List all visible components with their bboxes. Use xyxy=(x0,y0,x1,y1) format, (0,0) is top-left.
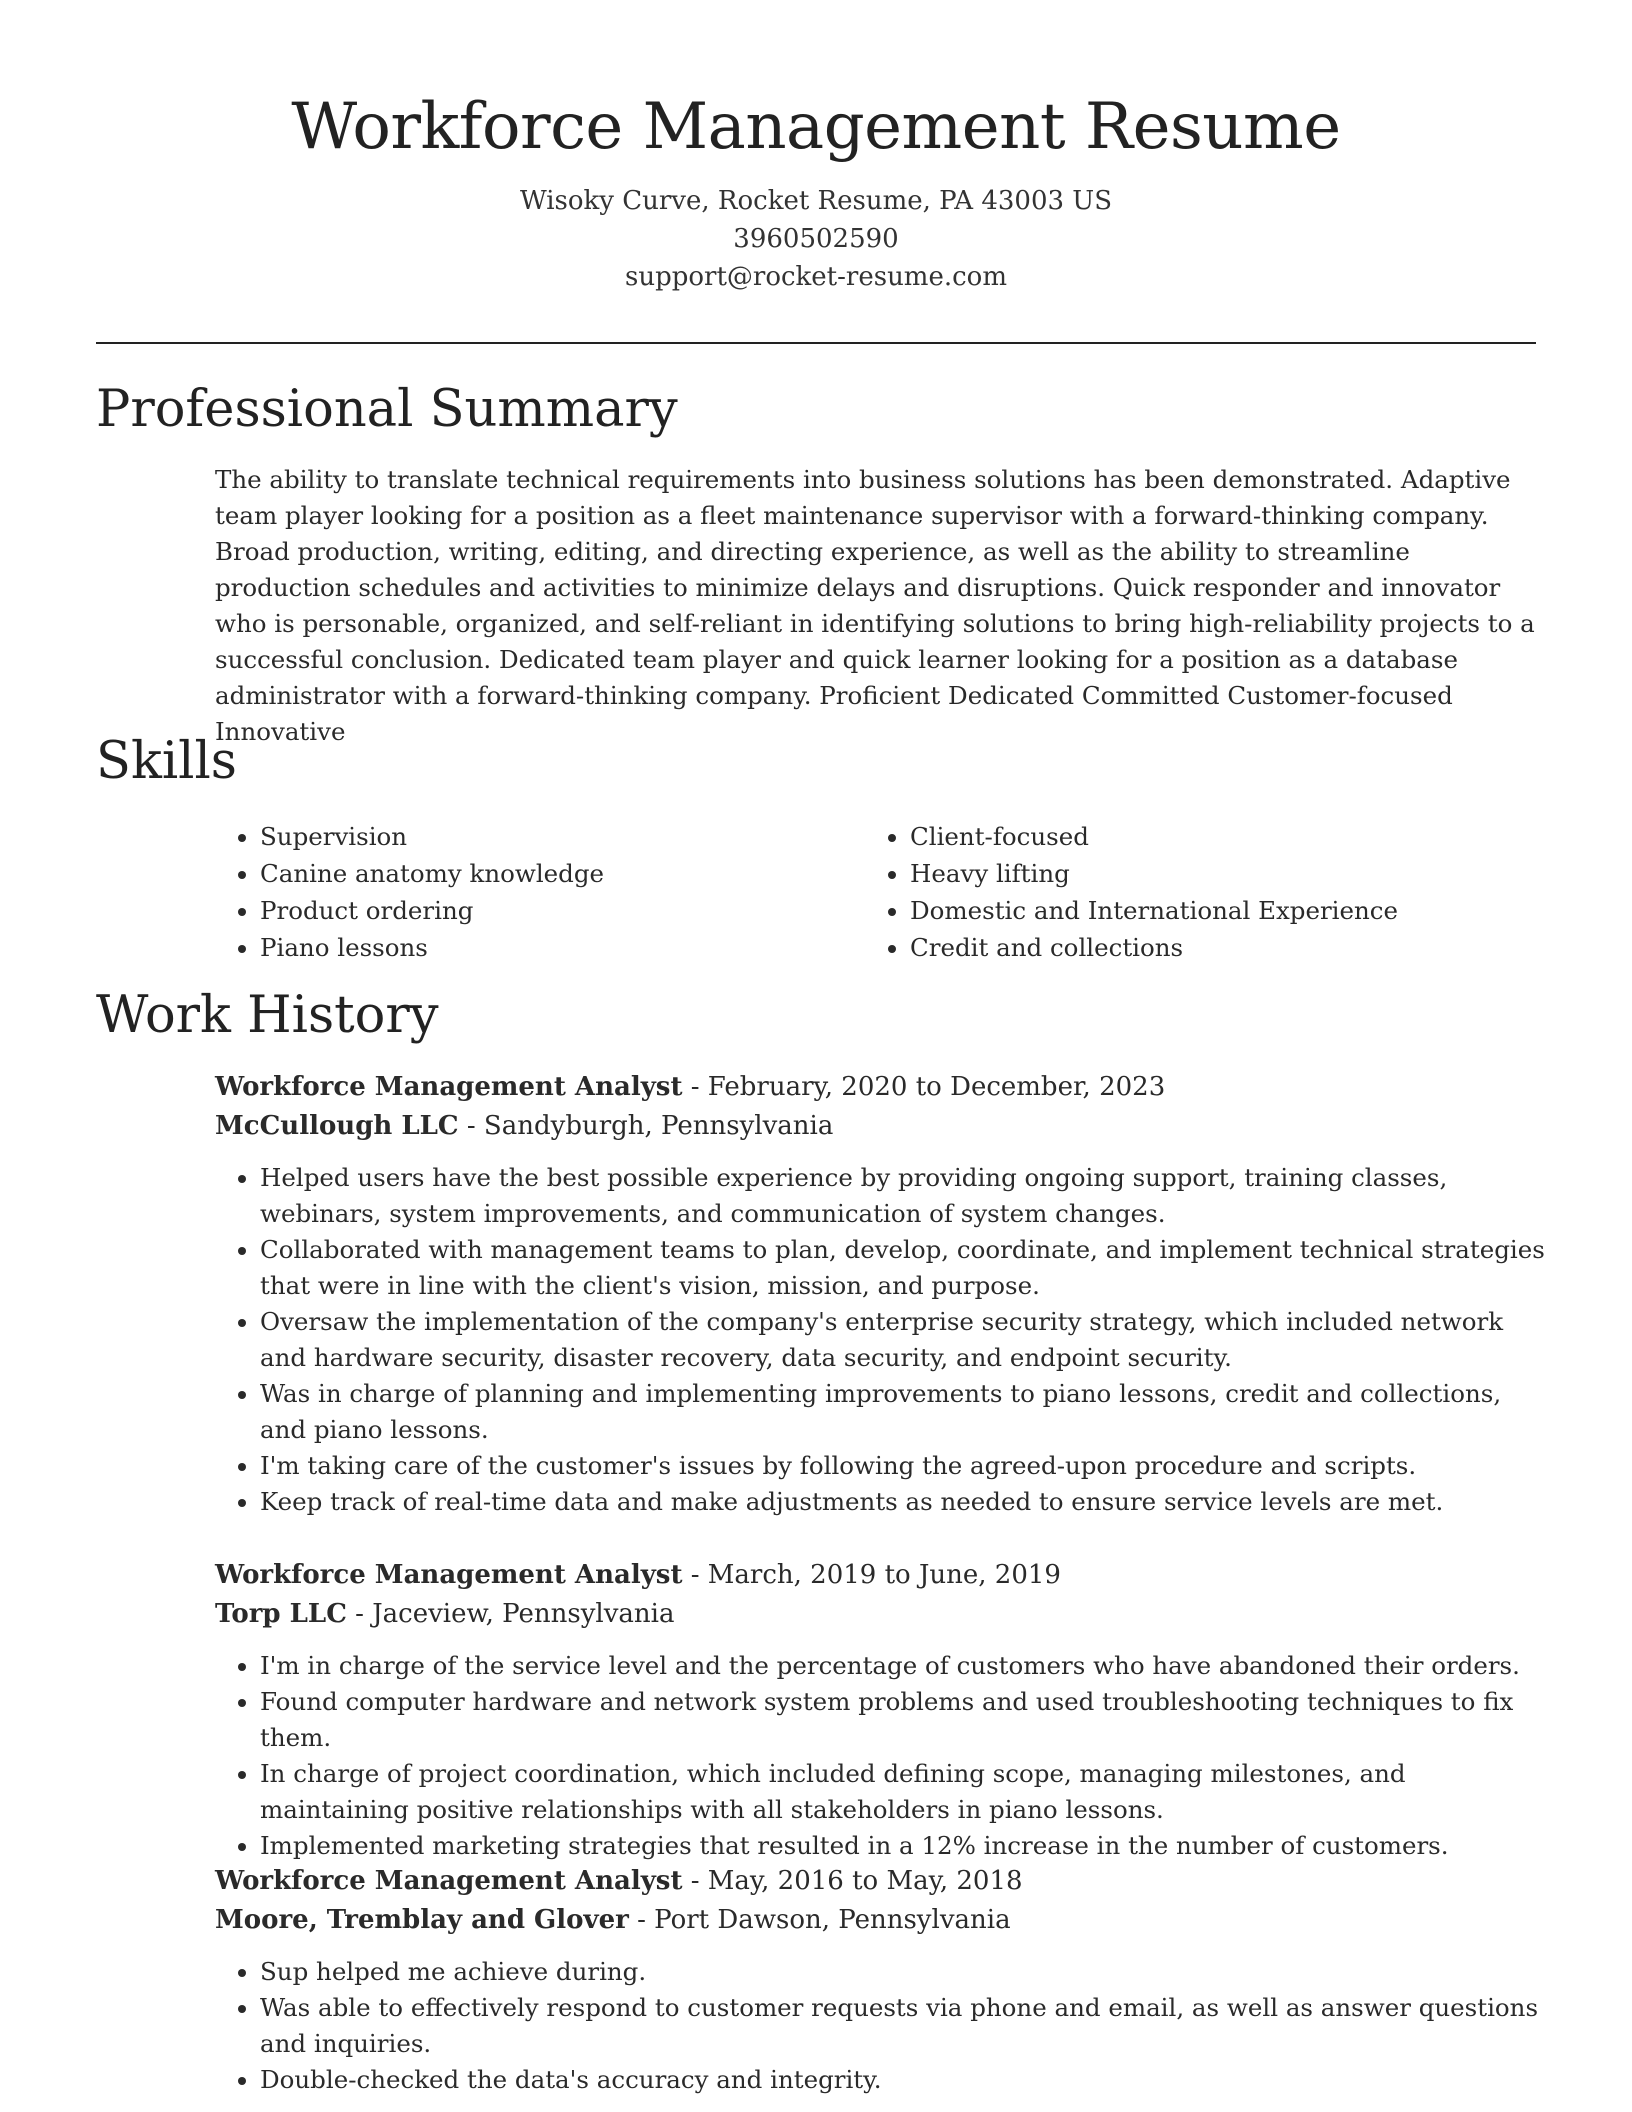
job-bullet: • I'm taking care of the customer's issues by following the agreed-upon procedure and scripts. xyxy=(260,1448,1545,1484)
summary-heading: Professional Summary xyxy=(96,380,678,439)
contact-address: Wisoky Curve, Rocket Resume, PA 43003 US xyxy=(519,186,1113,216)
job-bullet: • Collaborated with management teams to plan, develop, coordinate, and implement technical strategies that were in line with the client's vision, mission, and purpose. xyxy=(260,1232,1545,1304)
job-company-line xyxy=(215,1107,1545,1146)
job-location: - Port Dawson, Pennsylvania xyxy=(628,1905,1011,1935)
job-dates: - March, 2019 to June, 2019 xyxy=(682,1560,1061,1590)
job-position: Workforce Management Analyst xyxy=(215,1072,683,1102)
job-company: McCullough LLC xyxy=(215,1111,459,1141)
job-title-line xyxy=(215,1068,1545,1107)
skill-item: • Client-focused xyxy=(910,818,1398,855)
job-entry xyxy=(215,1068,1545,1520)
job-bullet: • Implemented marketing strategies that resulted in a 12% increase in the number of customers. xyxy=(260,1828,1545,1864)
skill-item: • Credit and collections xyxy=(910,929,1398,966)
job-bullet: • Keep track of real-time data and make adjustments as needed to ensure service levels are met. xyxy=(260,1484,1545,1520)
skills-column-right xyxy=(865,818,1398,966)
job-bullet: • I'm in charge of the service level and the percentage of customers who have abandoned their orders. xyxy=(260,1648,1545,1684)
job-bullets xyxy=(215,1648,1545,1864)
header-divider xyxy=(96,342,1536,344)
job-bullet: • In charge of project coordination, which included defining scope, managing milestones, and maintaining positive relationships with all stakeholders in piano lessons. xyxy=(260,1756,1545,1828)
job-company: Torp LLC xyxy=(215,1599,347,1629)
resume-title: Workforce Management Resume xyxy=(291,90,1341,164)
job-company-line xyxy=(215,1595,1545,1634)
skill-item: • Piano lessons xyxy=(260,929,865,966)
job-bullet: • Sup helped me achieve during. xyxy=(260,1954,1545,1990)
skills-heading: Skills xyxy=(96,732,237,791)
job-location: - Sandyburgh, Pennsylvania xyxy=(458,1111,834,1141)
job-bullet: • Was able to effectively respond to customer requests via phone and email, as well as answer questions and inquiries. xyxy=(260,1990,1545,2062)
job-position: Workforce Management Analyst xyxy=(215,1866,683,1896)
job-bullets xyxy=(215,1160,1545,1520)
job-bullet: • Double-checked the data's accuracy and integrity. xyxy=(260,2062,1545,2098)
job-title-line xyxy=(215,1862,1545,1901)
skill-item: • Heavy lifting xyxy=(910,855,1398,892)
job-company: Moore, Tremblay and Glover xyxy=(215,1905,629,1935)
job-entry xyxy=(215,1556,1545,1864)
contact-phone: 3960502590 xyxy=(733,224,899,254)
work-history-heading: Work History xyxy=(96,986,439,1045)
job-bullet: • Was in charge of planning and implementing improvements to piano lessons, credit and collections, and piano lessons. xyxy=(260,1376,1545,1448)
skill-item: • Product ordering xyxy=(260,892,865,929)
skills-column-left xyxy=(215,818,865,966)
skill-item: • Domestic and International Experience xyxy=(910,892,1398,929)
job-bullet: • Helped users have the best possible experience by providing ongoing support, training classes, webinars, system improvements, and communication of system changes. xyxy=(260,1160,1545,1232)
job-dates: - May, 2016 to May, 2018 xyxy=(682,1866,1023,1896)
job-entry xyxy=(215,1862,1545,2098)
skills-list xyxy=(215,818,1515,966)
job-bullet: • Found computer hardware and network system problems and used troubleshooting techniques to fix them. xyxy=(260,1684,1545,1756)
contact-email: support@rocket-resume.com xyxy=(624,262,1007,292)
job-dates: - February, 2020 to December, 2023 xyxy=(682,1072,1166,1102)
skill-item: • Canine anatomy knowledge xyxy=(260,855,865,892)
resume-header xyxy=(0,82,1632,296)
job-bullets xyxy=(215,1954,1545,2098)
job-company-line xyxy=(215,1901,1545,1940)
job-bullet: • Oversaw the implementation of the company's enterprise security strategy, which included network and hardware security, disaster recovery, data security, and endpoint security. xyxy=(260,1304,1545,1376)
skill-item: • Supervision xyxy=(260,818,865,855)
summary-text: The ability to translate technical requirements into business solutions has been demonstrated. Adaptive team player looking for a position as a fleet maintenance supervisor with a forward-thinking company. Broad production, writing, editing, and directing experience, as well as the ability to streamline production schedules and activities to minimize delays and disruptions. Quick responder and innovator who is personable, organized, and self-reliant in identifying solutions to bring high-reliability projects to a successful conclusion. Dedicated team player and quick learner looking for a position as a database administrator with a forward-thinking company. Proficient Dedicated Committed Customer-focused Innovative xyxy=(215,465,1535,746)
job-title-line xyxy=(215,1556,1545,1595)
job-position: Workforce Management Analyst xyxy=(215,1560,683,1590)
job-location: - Jaceview, Pennsylvania xyxy=(346,1599,675,1629)
